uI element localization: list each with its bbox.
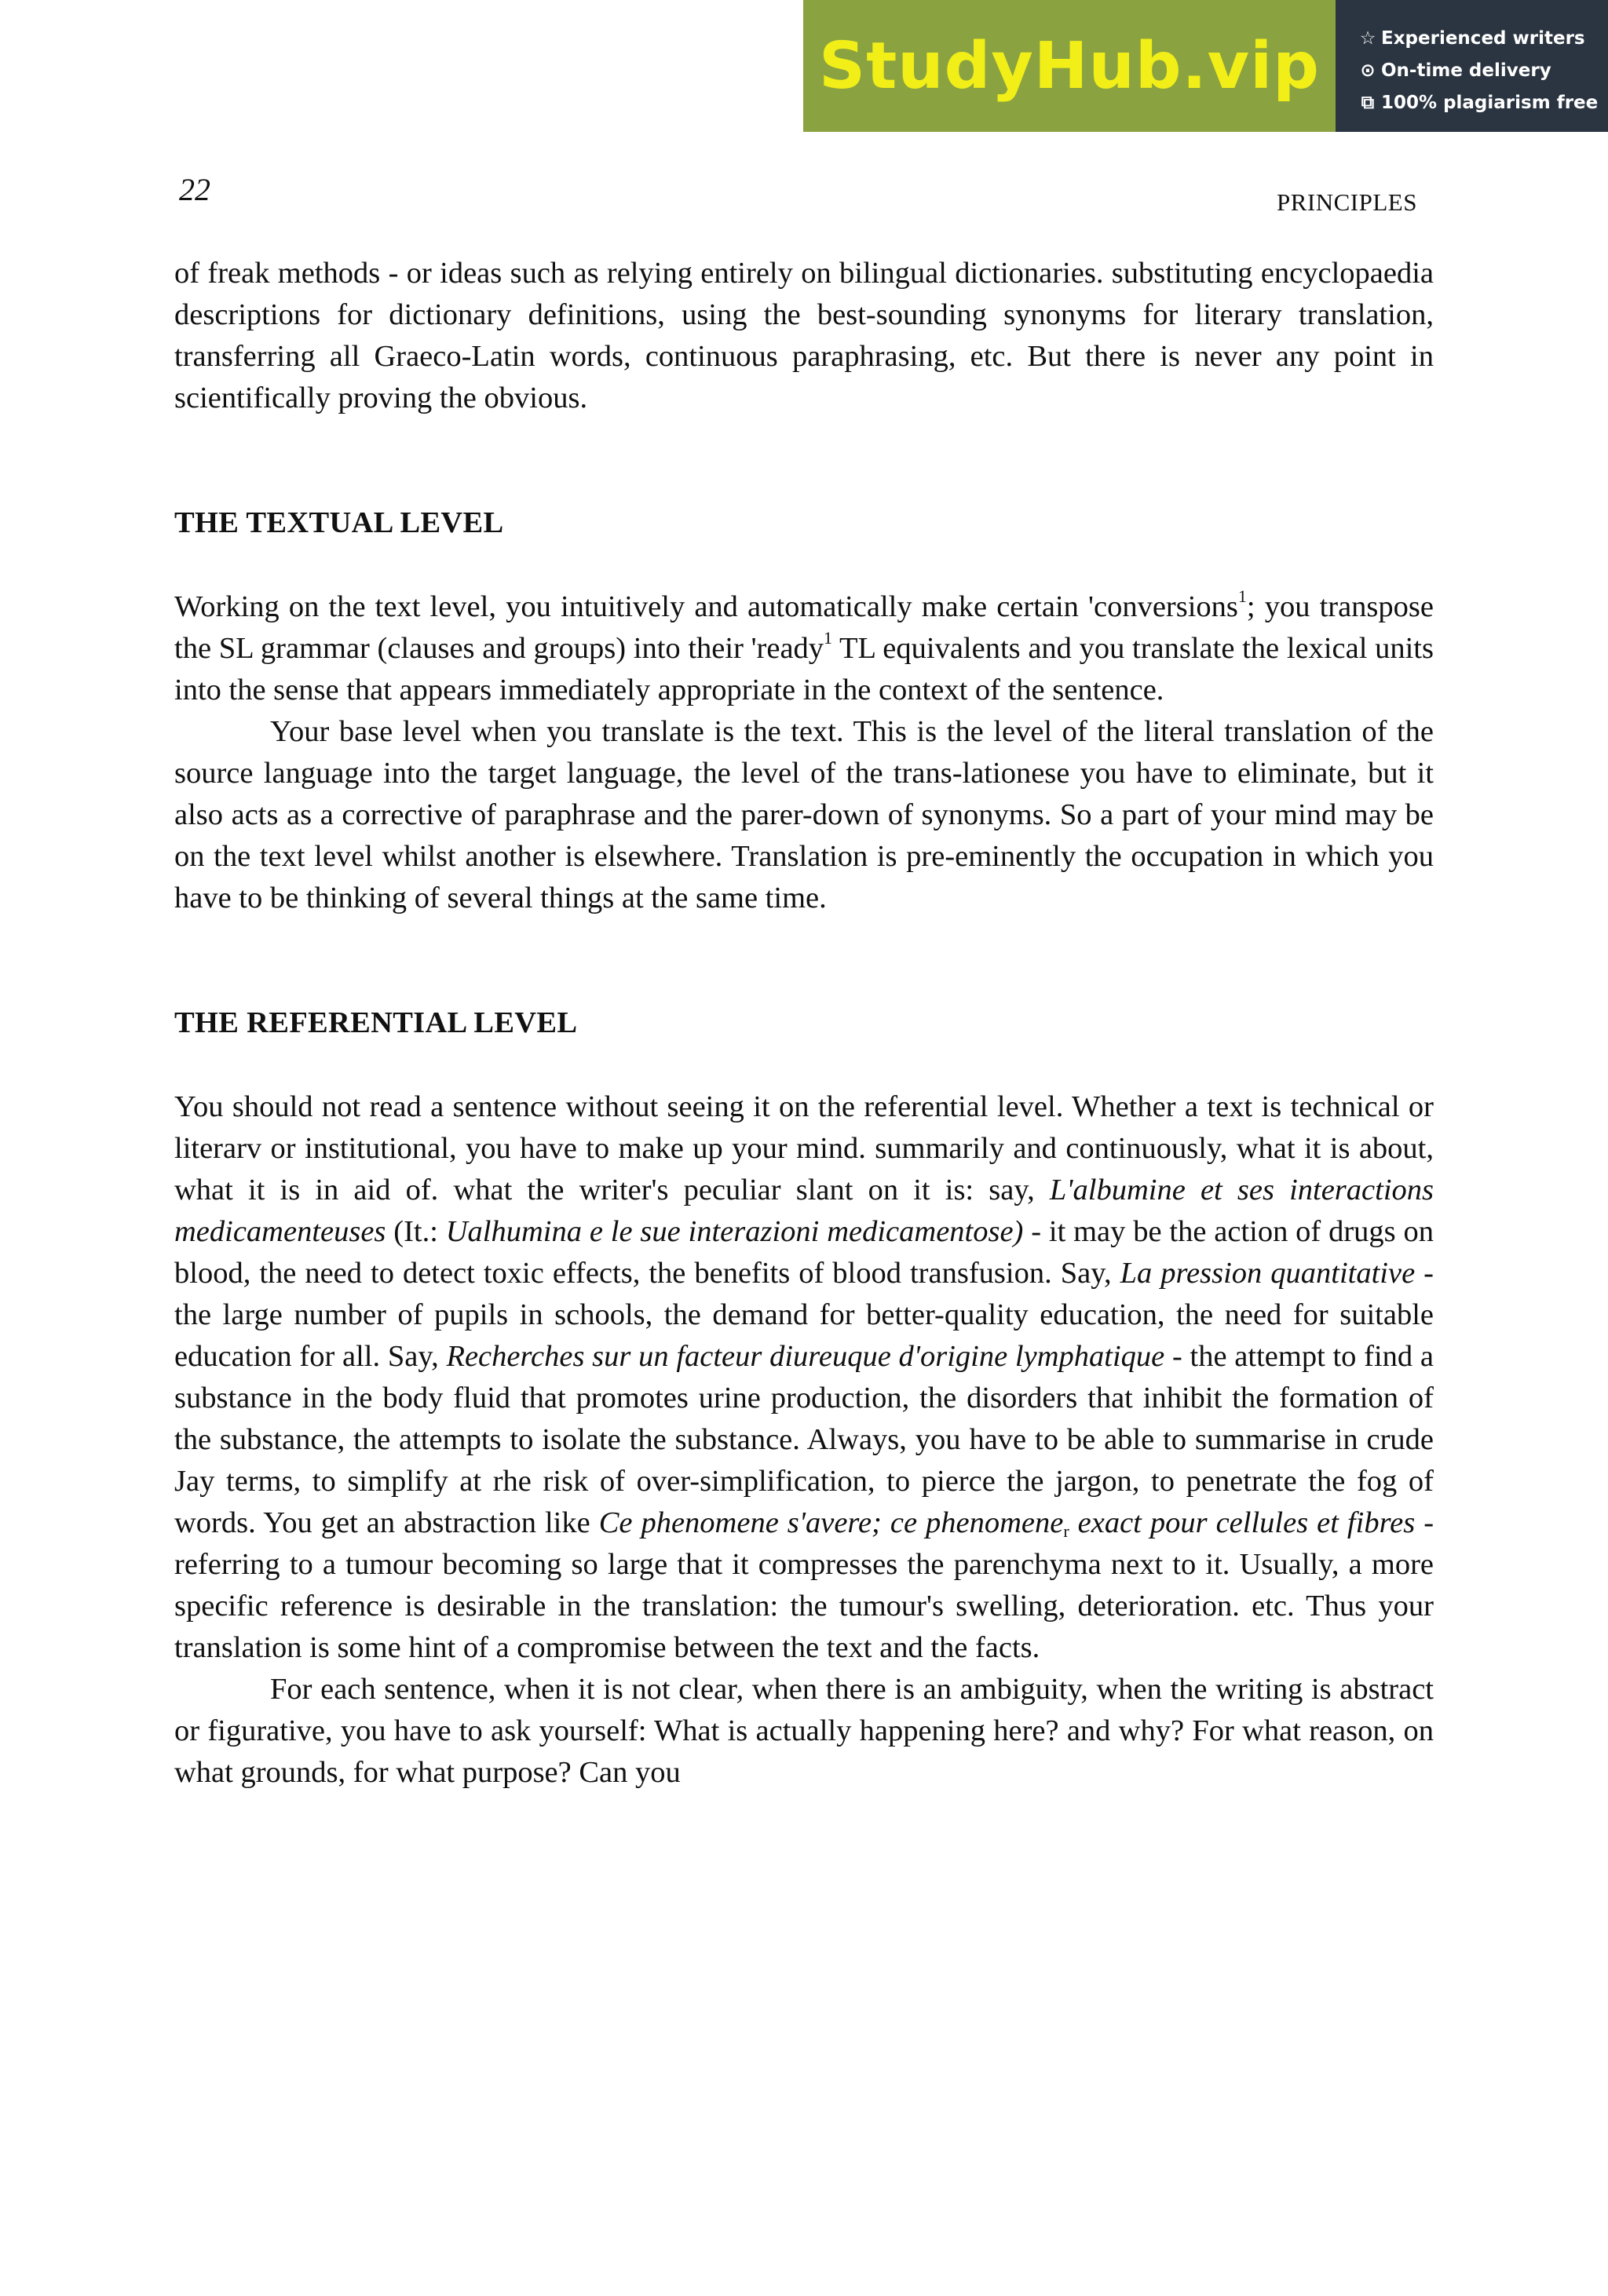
- star-icon: ☆: [1359, 27, 1376, 49]
- badge-label: Experienced writers: [1381, 27, 1585, 49]
- footnote-marker: 1: [824, 628, 833, 648]
- heading-referential-level: THE REFERENTIAL LEVEL: [174, 1006, 578, 1039]
- text-run: - the large number of pupils in schools, the demand for better-quality education, the need for suitable education for all. Say,: [174, 1257, 1434, 1373]
- page-body: [174, 253, 1434, 1794]
- text-run: - referring to a tumour becoming so large that it compresses the parenchyma next to it. Usually, a more specific reference is desirable in the translation: the tumour's swelling, deterioration. etc. Thus your translation is some hint of a compromise between the text and the facts.: [174, 1506, 1434, 1664]
- badge-label: 100% plagiarism free: [1381, 92, 1599, 113]
- italic-title: Ualhumina e le sue interazioni medicamentose): [445, 1215, 1024, 1248]
- italic-title: L'albumine et ses interactions medicamenteuses: [174, 1174, 1434, 1248]
- text-run: ; you transpose the SL grammar (clauses and groups) into their 'ready: [174, 590, 1434, 665]
- copy-icon: ⧉: [1361, 92, 1375, 113]
- text-run: You should not read a sentence without seeing it on the referential level. Whether a text is technical or literarv or institutional, you have to make up your mind. summarily and continuously, what it is about, what it is in aid of. what the writer's peculiar slant on it is: say,: [174, 1090, 1434, 1206]
- logo-text: StudyHub.vip: [819, 28, 1320, 104]
- textual-paragraph-1: [174, 586, 1434, 711]
- intro-paragraph: of freak methods - or ideas such as relying entirely on bilingual dictionaries. substituting encyclopaedia descriptions for dictionary definitions, using the best-sounding synonyms for literary translation, transferring all Graeco-Latin words, continuous paraphrasing, etc. But there is never any point in scientifically proving the obvious.: [174, 257, 1434, 414]
- studyhub-logo[interactable]: [803, 0, 1336, 132]
- italic-title: La pression quantitative: [1120, 1257, 1416, 1290]
- badge-label: On-time delivery: [1381, 60, 1551, 81]
- textual-paragraph-2: Your base level when you translate is the text. This is the level of the literal translation of the source language into the target language, the level of the trans-lationese you have to eliminate, but it also acts as a corrective of paraphrase and the parer-down of synonyms. So a part of your mind may be on the text level whilst another is elsewhere. Translation is pre-eminently the occupation in which you have to be thinking of several things at the same time.: [174, 715, 1434, 914]
- italic-title: Ce phenomene s'avere; ce phenomene: [598, 1506, 1064, 1539]
- running-head: PRINCIPLES: [1277, 188, 1417, 216]
- text-run: - the attempt to find a substance in the body fluid that promotes urine production, the disorders that inhibit the formation of the substance, the attempts to isolate the substance. Always, you have to be able to summarise in crude Jay terms, to simplify at rhe risk of over-simplification, to pierce the jargon, to penetrate the fog of words. You get an abstraction like: [174, 1340, 1434, 1539]
- italic-title: exact pour cellules et fibres: [1069, 1506, 1416, 1539]
- clock-icon: ⊙: [1360, 60, 1376, 81]
- heading-textual-level: THE TEXTUAL LEVEL: [174, 506, 504, 539]
- italic-title: Recherches sur un facteur diureuque d'origine lymphatique: [446, 1340, 1165, 1373]
- badge-on-time-delivery: [1358, 54, 1608, 86]
- text-run: Working on the text level, you intuitively and automatically make certain 'conversions: [174, 590, 1238, 623]
- page-number: 22: [179, 172, 210, 207]
- referential-paragraph-2: For each sentence, when it is not clear, when there is an ambiguity, when the writing is abstract or figurative, you have to ask yourself: What is actually happening here? and why? For what reason, on what grounds, for what purpose? Can you: [174, 1673, 1434, 1789]
- subscript-mark: r: [1063, 1521, 1069, 1541]
- badge-experienced-writers: [1358, 22, 1608, 54]
- referential-paragraph-1: [174, 1086, 1434, 1669]
- text-run: - it may be the action of drugs on blood, the need to detect toxic effects, the benefits of blood transfusion. Say,: [174, 1215, 1434, 1290]
- footnote-marker: 1: [1237, 586, 1247, 606]
- badge-plagiarism-free: [1358, 86, 1608, 119]
- banner-badges: [1336, 0, 1608, 132]
- text-run: (It.:: [386, 1215, 446, 1248]
- text-run: TL equivalents and you translate the lexical units into the sense that appears immediately appropriate in the context of the sentence.: [174, 632, 1434, 706]
- studyhub-banner[interactable]: [803, 0, 1608, 132]
